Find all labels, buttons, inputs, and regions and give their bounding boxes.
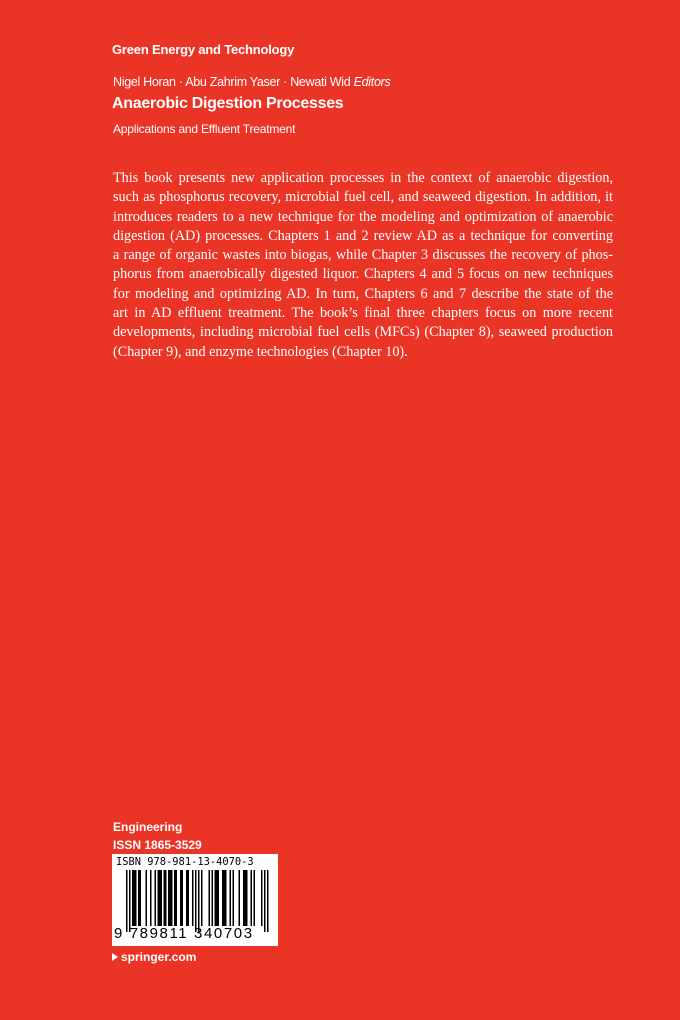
description-line: art in AD effluent treatment. The book’s final three chapters focus on more recent	[113, 305, 613, 322]
barcode-bar	[174, 870, 176, 926]
barcode-bar	[150, 870, 152, 926]
isbn-barcode	[112, 854, 278, 946]
barcode-bar	[182, 870, 184, 926]
barcode-bar	[224, 870, 226, 926]
description-line: digestion (AD) processes. Chapters 1 and 2 review AD as a technique for converting	[113, 227, 613, 244]
description-line: phorus from anaerobically digested liquor. Chapters 4 and 5 focus on new techniques	[113, 266, 613, 283]
description-line: developments, including microbial fuel cells (MFCs) (Chapter 8), seaweed production	[113, 324, 613, 341]
editors-role: Editors	[353, 75, 391, 89]
barcode-bar	[129, 870, 131, 932]
barcode-bar	[198, 870, 200, 932]
barcode-bar	[158, 870, 160, 926]
barcode-bar	[192, 870, 194, 926]
subject-info	[113, 818, 202, 854]
description-line: This book presents new application processes in the context of anaerobic digestion,	[113, 170, 613, 186]
isbn-label: ISBN 978-981-13-4070-3	[116, 856, 254, 868]
barcode-bar	[261, 870, 263, 926]
barcode-bar	[176, 870, 178, 926]
barcode-bar	[164, 870, 166, 926]
subject-label: Engineering	[113, 820, 183, 834]
barcode-bar	[168, 870, 170, 926]
book-description	[113, 169, 613, 362]
barcode-bar	[132, 870, 134, 926]
barcode-bar	[251, 870, 253, 926]
barcode-bar	[230, 870, 232, 926]
barcode-bar	[246, 870, 248, 926]
barcode-bar	[216, 870, 218, 926]
barcode-bar	[138, 870, 140, 926]
barcode-bar	[161, 870, 163, 926]
barcode-bar	[146, 870, 148, 926]
barcode-bar	[239, 870, 241, 926]
barcode-bar	[134, 870, 136, 926]
barcode-bar	[243, 870, 245, 926]
barcode-bar	[215, 870, 217, 926]
barcode-bar	[225, 870, 227, 926]
website-url: springer.com	[121, 950, 197, 964]
description-line: such as phosphorus recovery, microbial fuel cell, and seaweed digestion. In addition, it	[113, 189, 613, 206]
barcode-digits: 9 789811 340703	[114, 925, 254, 942]
arrow-right-icon	[112, 953, 118, 961]
barcode-bar	[126, 870, 128, 932]
barcode-bar	[264, 870, 266, 932]
barcode-bar	[201, 870, 203, 926]
barcode-bar	[140, 870, 142, 926]
barcode-bar	[222, 870, 224, 926]
barcode-bar	[212, 870, 214, 926]
barcode-bar	[195, 870, 197, 932]
barcode-bar	[180, 870, 182, 926]
barcode-bar	[165, 870, 167, 926]
barcode-bar	[209, 870, 211, 926]
book-title: Anaerobic Digestion Processes	[112, 95, 344, 112]
book-subtitle: Applications and Effluent Treatment	[113, 122, 296, 136]
barcode-bar	[170, 870, 172, 926]
barcode-bar	[155, 870, 157, 926]
barcode-bar	[159, 870, 161, 926]
series-name: Green Energy and Technology	[112, 42, 295, 57]
barcode-bar	[135, 870, 137, 926]
editors-line	[113, 75, 390, 89]
description-line: a range of organic wastes into biogas, while Chapter 3 discusses the recovery of phos-	[113, 247, 613, 264]
description-line: (Chapter 9), and enzyme technologies (Chapter 10).	[113, 343, 408, 360]
description-line: for modeling and optimizing AD. In turn, Chapters 6 and 7 describe the state of the	[113, 285, 613, 302]
barcode-bar	[267, 870, 269, 932]
issn-label: ISSN 1865-3529	[113, 838, 202, 852]
barcode-bar	[254, 870, 256, 926]
barcode-bar	[188, 870, 190, 926]
barcode-bar	[186, 870, 188, 926]
barcode-bar	[171, 870, 173, 926]
barcode-bar	[218, 870, 220, 926]
barcode-bar	[233, 870, 235, 926]
description-line: introduces readers to a new technique for the modeling and optimization of anaerobic	[113, 208, 613, 225]
website-link[interactable]	[112, 950, 196, 964]
editor-names: Nigel Horan · Abu Zahrim Yaser · Newati Wid	[113, 75, 351, 89]
barcode-bar	[245, 870, 247, 926]
